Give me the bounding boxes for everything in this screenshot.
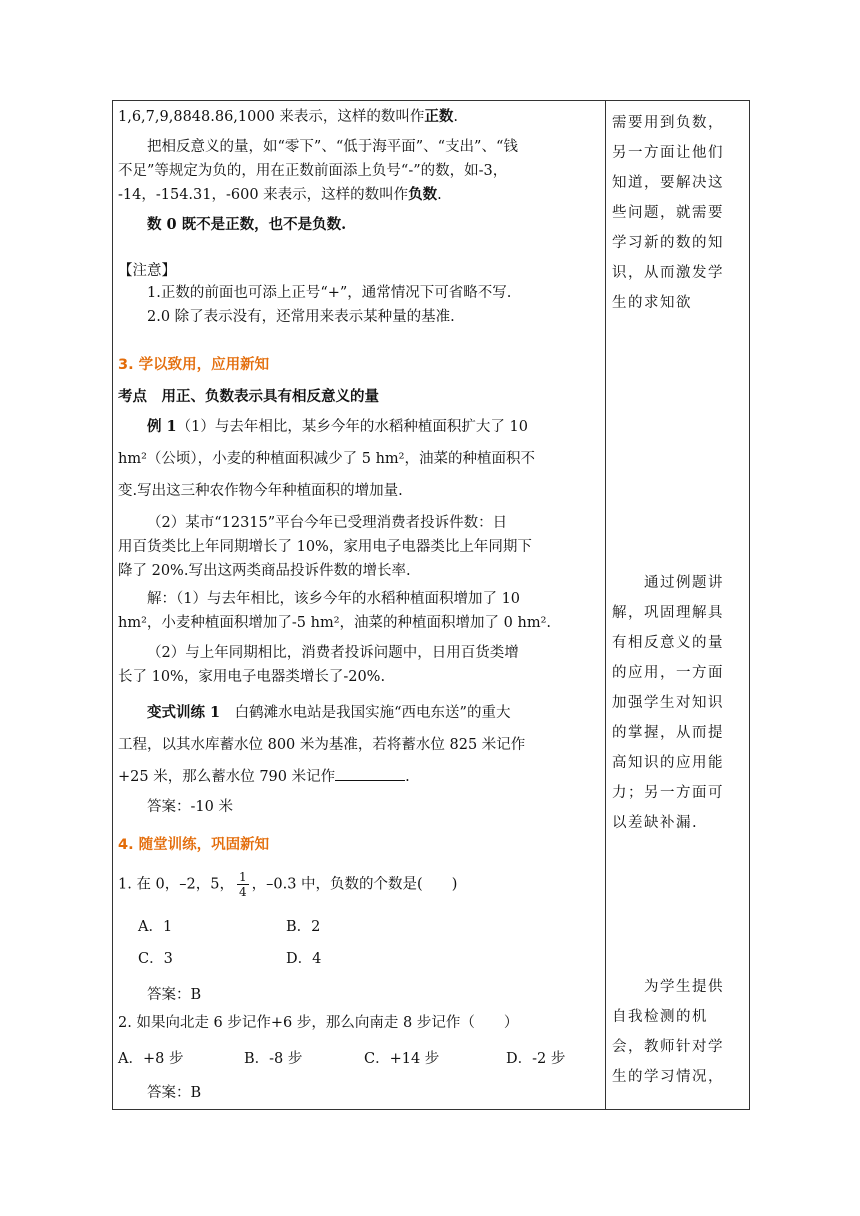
variant-line-1: 变式训练 1 白鹤滩水电站是我国实施“西电东送”的重大 (147, 704, 511, 721)
example-2-line-3: 降了 20%.写出这两类商品投诉件数的增长率. (118, 563, 411, 579)
solution-2-line-2: 长了 10%，家用电子电器类增长了-20%. (118, 669, 386, 685)
question-1-answer: 答案：B (147, 987, 202, 1003)
design-intent-2: 通过例题讲 解，巩固理解具 有相反意义的量 的应用，一方面 加强学生对知识 的掌握，从而提 高知识的应用能 力；另一方面可 以差缺补漏. (612, 575, 724, 831)
variant-line-2: 工程，以其水库蓄水位 800 米为基准，若将蓄水位 825 米记作 (118, 737, 526, 753)
solution-1-line-1: 解：（1）与去年相比，该乡今年的水稻种植面积增加了 10 (147, 591, 521, 607)
variant-answer: 答案：-10 米 (147, 799, 233, 815)
solution-1-line-2: hm²，小麦种植面积增加了-5 hm²，油菜的种植面积增加了 0 hm². (118, 615, 551, 631)
example-2-line-2: 用百货类比上年同期增长了 10%，家用电子电器类比上年同期下 (118, 539, 532, 555)
question-2: 2. 如果向北走 6 步记作+6 步，那么向南走 8 步记作（ ） (118, 1015, 519, 1031)
column-divider (605, 100, 606, 1110)
section-3-heading: 3. 学以致用，应用新知 (118, 357, 270, 373)
design-intent-1: 需要用到负数， 另一方面让他们 知道，要解决这 些问题，就需要 学习新的数的知 识，从而激发学 生的求知欲 (612, 115, 724, 311)
negative-definition-2: 不足”等规定为负的，用在正数前面添上负号“-”的数，如-3， (118, 163, 508, 179)
kaodian-heading: 考点 用正、负数表示具有相反意义的量 (118, 388, 379, 405)
fraction-one-quarter: $\frac{1}{4}$ (238, 870, 247, 899)
note-title: 【注意】 (118, 263, 176, 279)
negative-definition-1: 把相反意义的量，如“零下”、“低于海平面”、“支出”、“钱 (147, 139, 518, 155)
question-1: 1. 在 0，–2，5， $\frac{1}{4}$ ，–0.3 中，负数的个数是( ) (118, 870, 458, 899)
note-2: 2.0 除了表示没有，还常用来表示某种量的基准. (147, 309, 455, 325)
question-2-answer: 答案：B (147, 1085, 202, 1101)
positive-definition: 1,6,7,9,8848.86,1000 来表示，这样的数叫作正数. (118, 108, 459, 125)
design-intent-3: 为学生提供 自我检测的机 会，教师针对学 生的学习情况， (612, 979, 724, 1085)
q2-option-b[interactable]: B．-8 步 (244, 1051, 303, 1067)
q1-option-c[interactable]: C．3 (138, 951, 173, 967)
zero-statement: 数 0 既不是正数，也不是负数. (147, 216, 347, 233)
solution-2-line-1: （2）与上年同期相比，消费者投诉问题中，日用百货类增 (147, 645, 519, 661)
q1-option-d[interactable]: D．4 (286, 951, 322, 967)
example-1-line-3: 变.写出这三种农作物今年种植面积的增加量. (118, 483, 403, 499)
q2-option-d[interactable]: D．-2 步 (506, 1051, 566, 1067)
example-2-line-1: （2）某市“12315”平台今年已受理消费者投诉件数：日 (147, 515, 508, 531)
answer-blank[interactable] (335, 766, 405, 781)
example-1-line-1: 例 1（1）与去年相比，某乡今年的水稻种植面积扩大了 10 (147, 418, 528, 435)
q2-option-a[interactable]: A．+8 步 (118, 1051, 184, 1067)
q1-option-b[interactable]: B．2 (286, 919, 321, 935)
q1-option-a[interactable]: A．1 (138, 919, 173, 935)
variant-line-3: +25 米，那么蓄水位 790 米记作 . (118, 764, 600, 790)
negative-definition-3: -14，-154.31，-600 来表示，这样的数叫作负数. (118, 186, 442, 203)
example-1-line-2: hm²（公顷），小麦的种植面积减少了 5 hm²，油菜的种植面积不 (118, 451, 535, 467)
section-4-heading: 4. 随堂训练，巩固新知 (118, 837, 270, 853)
note-1: 1.正数的前面也可添上正号“+”，通常情况下可省略不写. (147, 285, 512, 301)
q2-option-c[interactable]: C．+14 步 (364, 1051, 440, 1067)
